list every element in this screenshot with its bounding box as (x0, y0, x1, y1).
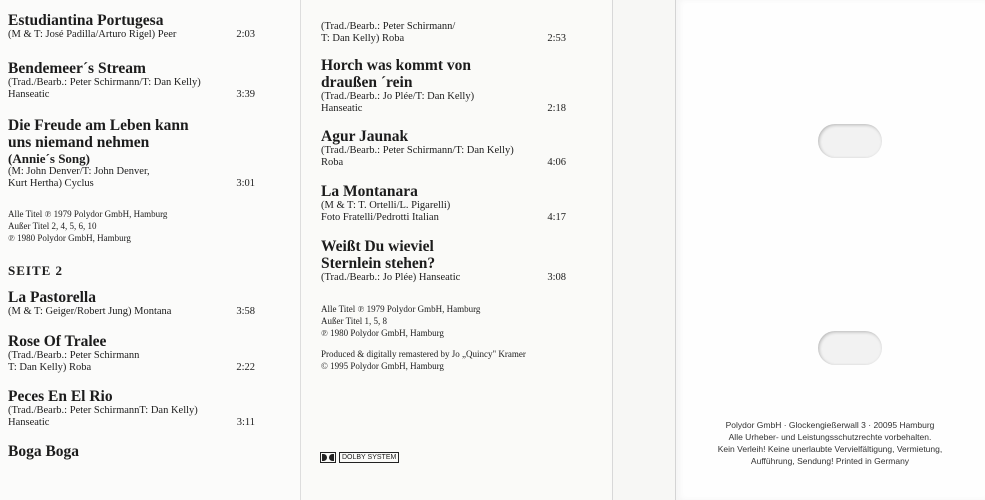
track-title: Estudiantina Portugesa (8, 12, 164, 29)
track-credit: (Trad./Bearb.: Peter Schirmann/T: Dan Kelly) (321, 145, 514, 156)
track-title: Rose Of Tralee (8, 333, 107, 350)
track-title: La Pastorella (8, 289, 96, 306)
production-credit (321, 348, 601, 372)
copyright-line: Alle Titel ℗ 1979 Polydor GmbH, Hamburg (321, 304, 481, 314)
track-item (8, 117, 255, 190)
producer-line: Produced & digitally remastered by Jo „Quincy" Kramer (321, 349, 526, 359)
rights-line: Alle Urheber- und Leistungsschutzrechte vorbehalten. (728, 432, 932, 442)
track-item (321, 128, 566, 169)
track-item (8, 60, 255, 101)
track-credit: (Trad./Bearb.: Peter Schirmann (8, 350, 140, 361)
track-duration: 2:22 (236, 362, 255, 373)
rights-line: Aufführung, Sendung! Printed in Germany (750, 456, 910, 466)
track-duration: 2:03 (236, 29, 255, 40)
copyright-line: Außer Titel 2, 4, 5, 6, 10 (8, 221, 97, 231)
dolby-logo (320, 452, 399, 463)
track-item (8, 333, 255, 374)
track-credit-cont: Kurt Hertha) Cyclus (8, 178, 94, 189)
track-item (321, 183, 566, 224)
track-duration: 2:53 (547, 33, 566, 44)
track-credit: (Trad./Bearb.: Jo Plée) Hanseatic (321, 272, 461, 283)
track-duration: 3:08 (547, 272, 566, 283)
copyright-line: ℗ 1980 Polydor GmbH, Hamburg (321, 328, 444, 338)
track-title-line1: Horch was kommt von (321, 57, 471, 74)
track-title: Peces En El Rio (8, 388, 113, 405)
track-credit-cont: T: Dan Kelly) Roba (8, 362, 92, 373)
track-duration: 3:11 (236, 417, 255, 428)
track-subtitle: (Annie´s Song) (8, 151, 90, 166)
track-item (321, 238, 566, 284)
track-credit: (Trad./Bearb.: Peter Schirmann/T: Dan Kelly) (8, 77, 201, 88)
track-title: Bendemeer´s Stream (8, 60, 146, 77)
track-credit: (Trad./Bearb.: Peter SchirmannT: Dan Kelly) (8, 405, 198, 416)
track-credit: (M: John Denver/T: John Denver, (8, 166, 150, 177)
track-duration: 4:06 (547, 157, 566, 168)
track-item (321, 57, 566, 115)
track-label: Hanseatic (321, 103, 363, 114)
track-item (8, 289, 255, 318)
track-label: Hanseatic (8, 417, 50, 428)
track-duration: 4:17 (547, 212, 566, 223)
track-title: Boga Boga (8, 443, 80, 460)
address-line: Polydor GmbH · Glockengießerwall 3 · 20095 Hamburg (725, 420, 935, 430)
track-credit-cont: T: Dan Kelly) Roba (321, 33, 405, 44)
copyright-line: ℗ 1980 Polydor GmbH, Hamburg (8, 233, 131, 243)
copyright-line: Alle Titel ℗ 1979 Polydor GmbH, Hamburg (8, 209, 168, 219)
track-title-line2: draußen ´rein (321, 74, 413, 91)
track-credit: (Trad./Bearb.: Peter Schirmann/ (321, 21, 456, 32)
spindle-hole-top (818, 124, 882, 158)
track-label: Roba (321, 157, 344, 168)
copyright-block (321, 303, 581, 339)
track-label: Foto Fratelli/Pedrotti Italian (321, 212, 439, 223)
dolby-double-d-icon (320, 452, 336, 463)
track-credit: (M & T: T. Ortelli/L. Pigarelli) (321, 200, 451, 211)
spine-panel (612, 0, 675, 500)
rights-line: Kein Verleih! Keine unerlaubte Vervielfältigung, Vermietung, (717, 444, 943, 454)
copyright-block (8, 208, 255, 244)
track-item (8, 443, 255, 460)
track-title-line2: Sternlein stehen? (321, 255, 436, 272)
track-title-line1: Die Freude am Leben kann (8, 117, 189, 134)
track-list-panel-middle (300, 0, 612, 500)
track-duration: 2:18 (547, 103, 566, 114)
track-credit: (Trad./Bearb.: Jo Plée/T: Dan Kelly) (321, 91, 475, 102)
track-duration: 3:58 (236, 306, 255, 317)
track-title-line1: Weißt Du wieviel (321, 238, 434, 255)
producer-copyright-line: © 1995 Polydor GmbH, Hamburg (321, 361, 444, 371)
dolby-label: DOLBY SYSTEM (339, 452, 399, 463)
track-credit: (M & T: Geiger/Robert Jung) Montana (8, 306, 172, 317)
track-title: La Montanara (321, 183, 418, 200)
track-item (8, 12, 255, 41)
track-item (8, 388, 255, 429)
track-continued (321, 21, 566, 45)
track-title: Agur Jaunak (321, 128, 409, 145)
track-duration: 3:39 (236, 89, 255, 100)
track-list-panel-left (0, 0, 300, 500)
track-duration: 3:01 (236, 178, 255, 189)
track-label: Hanseatic (8, 89, 50, 100)
copyright-line: Außer Titel 1, 5, 8 (321, 316, 388, 326)
track-title-line2: uns niemand nehmen (8, 134, 150, 151)
side-heading: SEITE 2 (8, 263, 64, 278)
publisher-address-block (675, 419, 985, 467)
track-credit: (M & T: José Padilla/Arturo Rigel) Peer (8, 29, 177, 40)
spindle-hole-bottom (818, 331, 882, 365)
